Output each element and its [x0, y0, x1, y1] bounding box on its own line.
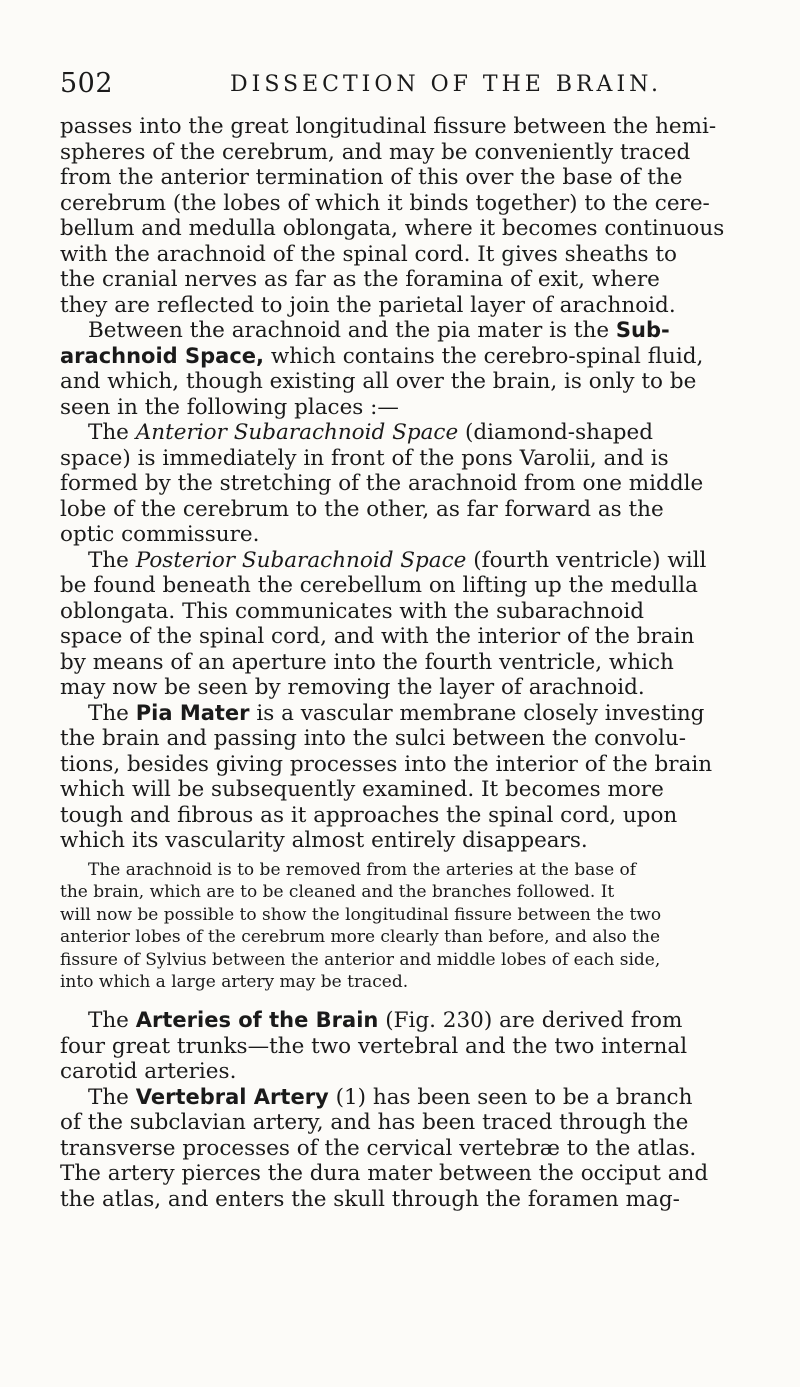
text-line: spheres of the cerebrum, and may be conveniently traced — [60, 139, 691, 165]
text-line: of the subclavian artery, and has been traced through the — [60, 1110, 689, 1136]
page-number: 502 — [60, 68, 114, 99]
text-line: the brain and passing into the sulci between the convolu- — [60, 726, 686, 751]
text-line: the brain, which are to be cleaned and the branches followed. It — [60, 882, 615, 903]
dissection-instruction-note — [60, 859, 750, 995]
text-line: oblongata. This communicates with the subarachnoid — [60, 598, 644, 624]
text-line: passes into the great longitudinal fissure between the hemi- — [60, 114, 717, 139]
text-line: the cranial nerves as far as the foramina of exit, where — [60, 267, 660, 292]
text-line: and which, though existing all over the brain, is only to be — [60, 369, 697, 394]
paragraph-pia-mater — [60, 701, 750, 854]
term-vertebral-artery: Vertebral Artery — [135, 1084, 329, 1109]
text-line — [60, 701, 750, 727]
text-line: which will be subsequently examined. It becomes more — [60, 777, 664, 802]
text-run: which contains the cerebro-spinal fluid, — [264, 343, 704, 369]
text-run: (1) has been seen to be a branch — [328, 1084, 693, 1110]
text-line — [60, 548, 750, 574]
running-title: DISSECTION OF THE BRAIN. — [230, 72, 662, 97]
text-run: (diamond-shaped — [458, 420, 654, 445]
text-run: The — [88, 420, 136, 445]
text-line: optic commissure. — [60, 522, 260, 547]
text-run: (fourth ventricle) will — [466, 547, 707, 573]
text-line: from the anterior termination of this over the base of the — [60, 165, 683, 190]
text-line — [60, 420, 750, 446]
text-line: space) is immediately in front of the pons Varolii, and is — [60, 445, 669, 471]
spacer — [60, 994, 750, 1008]
text-line: formed by the stretching of the arachnoid from one middle — [60, 471, 704, 496]
term-posterior-subarachnoid-space: Posterior Subarachnoid Space — [135, 547, 467, 573]
text-line: carotid arteries. — [60, 1059, 237, 1085]
term-subarachnoid-space-start: Sub- — [615, 318, 670, 342]
text-line: into which a large artery may be traced. — [60, 972, 409, 993]
term-subarachnoid-space-end: arachnoid Space, — [60, 343, 265, 368]
text-line: space of the spinal cord, and with the interior of the brain — [60, 624, 695, 649]
page-header — [60, 66, 740, 102]
text-run: The — [88, 1084, 136, 1110]
text-line: bellum and medulla oblongata, where it becomes continuous — [60, 216, 725, 241]
paragraph-posterior-subarachnoid-space — [60, 548, 750, 701]
text-line: the atlas, and enters the skull through the foramen mag- — [60, 1186, 680, 1212]
text-line: four great trunks—the two vertebral and the two internal — [60, 1033, 688, 1059]
text-run: is a vascular membrane closely investing — [249, 700, 705, 726]
paragraph-subarachnoid-space — [60, 318, 750, 420]
text-line: tough and fibrous as it approaches the spinal cord, upon — [60, 802, 678, 828]
body-text — [60, 114, 750, 1212]
paragraph-vertebral-artery — [60, 1085, 750, 1213]
text-line: cerebrum (the lobes of which it binds together) to the cere- — [60, 190, 710, 216]
text-line — [60, 1085, 750, 1111]
term-anterior-subarachnoid-space: Anterior Subarachnoid Space — [135, 420, 459, 445]
text-line: by means of an aperture into the fourth ventricle, which — [60, 649, 674, 675]
text-line: with the arachnoid of the spinal cord. It gives sheaths to — [60, 241, 677, 267]
text-run: Between the arachnoid and the pia mater is the — [88, 318, 616, 343]
text-line: which its vascularity almost entirely disappears. — [60, 828, 588, 853]
text-line: The arachnoid is to be removed from the arteries at the base of — [88, 859, 637, 880]
text-line: tions, besides giving processes into the interior of the brain — [60, 751, 713, 777]
text-run: The — [88, 1008, 136, 1034]
term-arteries-of-the-brain: Arteries of the Brain — [135, 1008, 379, 1033]
text-line: may now be seen by removing the layer of arachnoid. — [60, 675, 645, 700]
paragraph-arteries-of-brain — [60, 1008, 750, 1085]
text-line: anterior lobes of the cerebrum more clearly than before, and also the — [60, 927, 661, 948]
text-line — [60, 318, 750, 344]
term-pia-mater: Pia Mater — [135, 700, 250, 725]
text-line: they are reflected to join the parietal layer of arachnoid. — [60, 292, 676, 318]
text-line: The artery pierces the dura mater between the occiput and — [60, 1161, 709, 1187]
paragraph-anterior-subarachnoid-space — [60, 420, 750, 548]
text-run: The — [88, 700, 136, 726]
text-line: will now be possible to show the longitudinal fissure between the two — [60, 904, 662, 925]
text-line: seen in the following places :— — [60, 394, 399, 420]
text-line: be found beneath the cerebellum on lifting up the medulla — [60, 573, 698, 598]
text-line — [60, 344, 750, 370]
text-line — [60, 1008, 750, 1034]
text-run: The — [88, 547, 136, 573]
text-run: (Fig. 230) are derived from — [378, 1008, 683, 1034]
paragraph-arachnoid-continuation — [60, 114, 750, 318]
text-line: fissure of Sylvius between the anterior and middle lobes of each side, — [60, 949, 661, 970]
text-line: transverse processes of the cervical vertebræ to the atlas. — [60, 1135, 697, 1161]
text-line: lobe of the cerebrum to the other, as far forward as the — [60, 496, 664, 522]
